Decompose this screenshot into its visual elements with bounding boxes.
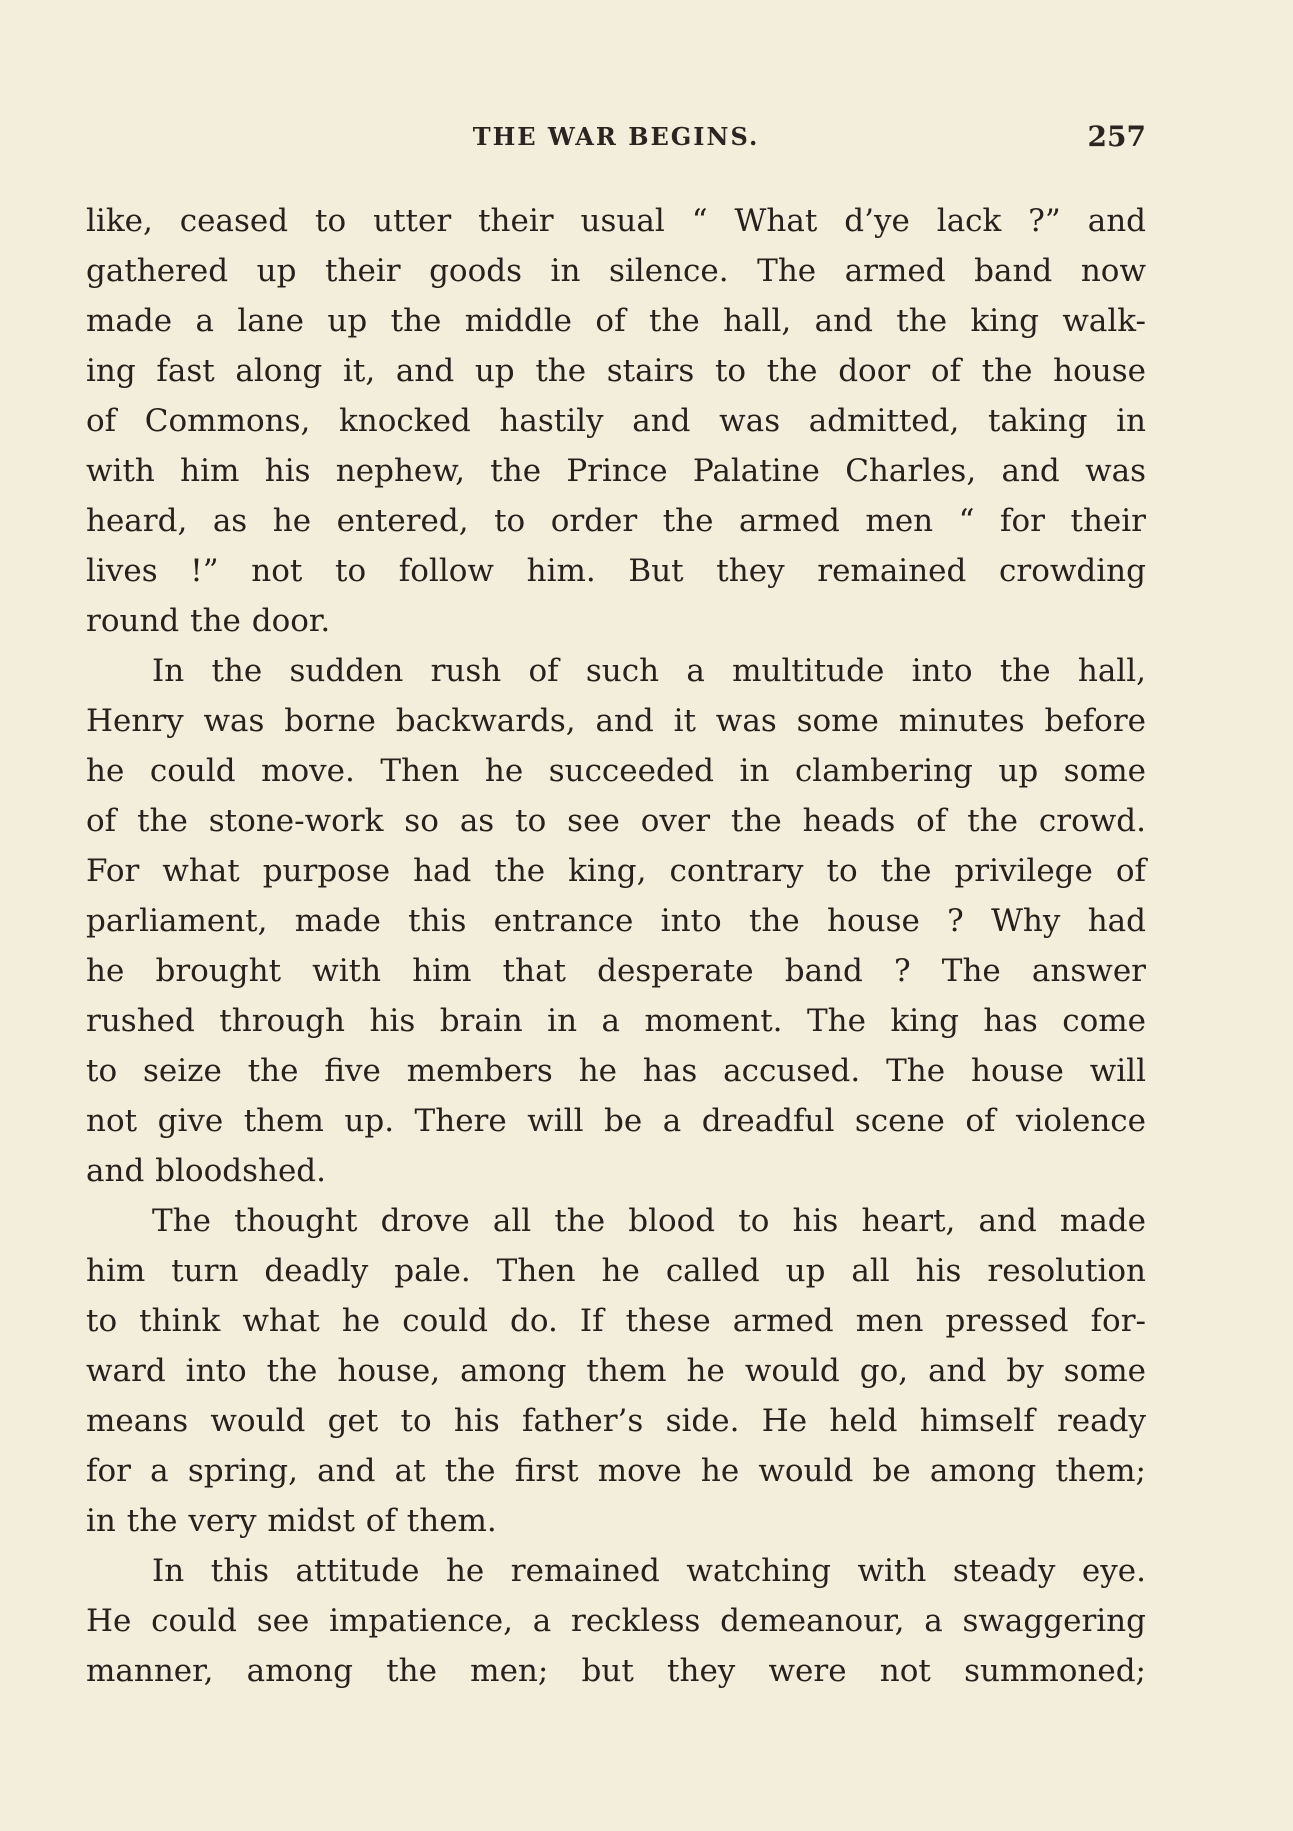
paragraph: [86, 646, 1146, 1196]
text-line: he brought with him that desperate band ? The answer: [86, 953, 1146, 989]
paragraph: [86, 196, 1146, 646]
body-text: [86, 196, 1146, 1696]
text-line: lives !” not to follow him. But they remained crowding: [86, 553, 1146, 589]
text-line: to think what he could do. If these armed men pressed for-: [86, 1303, 1146, 1339]
text-line: with him his nephew, the Prince Palatine Charles, and was: [86, 453, 1146, 489]
text-line: In the sudden rush of such a multitude into the hall,: [152, 653, 1146, 689]
text-line: ing fast along it, and up the stairs to the door of the house: [86, 353, 1146, 389]
paragraph: [86, 1196, 1146, 1546]
text-line: In this attitude he remained watching with steady eye.: [152, 1553, 1146, 1589]
text-line: like, ceased to utter their usual “ What d’ye lack ?” and: [86, 203, 1146, 239]
text-line: of Commons, knocked hastily and was admitted, taking in: [86, 403, 1146, 439]
text-line: ward into the house, among them he would go, and by some: [86, 1353, 1146, 1389]
text-line: he could move. Then he succeeded in clambering up some: [86, 753, 1146, 789]
text-line: He could see impatience, a reckless demeanour, a swaggering: [86, 1603, 1146, 1639]
text-line: and bloodshed.: [86, 1153, 326, 1189]
text-line: in the very midst of them.: [86, 1503, 497, 1539]
running-title: THE WAR BEGINS.: [472, 122, 760, 151]
text-line: made a lane up the middle of the hall, and the king walk-: [86, 303, 1146, 339]
text-line: rushed through his brain in a moment. The king has come: [86, 1003, 1146, 1039]
text-line: manner, among the men; but they were not summoned;: [86, 1653, 1146, 1689]
text-line: The thought drove all the blood to his heart, and made: [152, 1203, 1146, 1239]
text-line: to seize the five members he has accused. The house will: [86, 1053, 1146, 1089]
text-line: him turn deadly pale. Then he called up all his resolution: [86, 1253, 1146, 1289]
text-line: parliament, made this entrance into the house ? Why had: [86, 903, 1146, 939]
text-line: For what purpose had the king, contrary to the privilege of: [86, 853, 1146, 889]
text-line: for a spring, and at the first move he would be among them;: [86, 1453, 1146, 1489]
text-line: Henry was borne backwards, and it was some minutes before: [86, 703, 1146, 739]
page-number: 257: [1087, 120, 1146, 153]
running-head: [86, 122, 1146, 162]
text-line: round the door.: [86, 603, 331, 639]
paragraph: [86, 1546, 1146, 1696]
text-line: gathered up their goods in silence. The armed band now: [86, 253, 1146, 289]
text-line: means would get to his father’s side. He held himself ready: [86, 1403, 1146, 1439]
text-line: heard, as he entered, to order the armed men “ for their: [86, 503, 1146, 539]
text-line: of the stone-work so as to see over the heads of the crowd.: [86, 803, 1146, 839]
text-line: not give them up. There will be a dreadful scene of violence: [86, 1103, 1146, 1139]
